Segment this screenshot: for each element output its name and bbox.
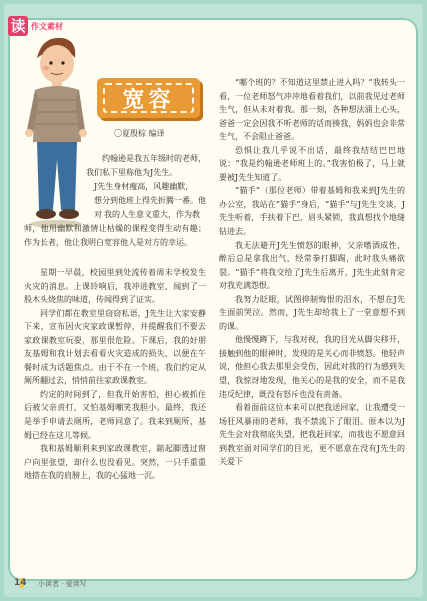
left-intro-line: 我的人生意义重大，作为教 xyxy=(104,210,200,219)
paragraph: 约定的时间到了，但我开始害怕，担心被抓住后被父亲责打，又怕基姆嘲笑我胆小。最终，我还是举手申请去厕所，老师同意了。我来到厕所，基姆已经在这儿等候。 xyxy=(24,389,206,440)
paragraph: 我和基姆顺利来到家政课教室，踮起脚透过窗户向里张望，却什么也没看见。突然，一只手重重地搭在我的肩膀上，我的心猛地一沉。 xyxy=(24,444,206,481)
left-intro-block: 师，他用幽默和激情让枯燥的课程变得生动有趣；作为长者，他让我明白宽容他人是对方的幸运。 xyxy=(24,224,206,247)
paragraph: 同学们都在教室里窃窃私语，J先生让大家安静下来，宣布因火灾家政课暂停，并提醒我们不要去家政课教室玩耍，那里很危险。下课后，我的好朋友基姆和我计划去看看火灾造成的损失，以便在午餐时成为话题焦点。由于不在一个班，我们约定从厕所翻过去，悄悄前往家政课教室。 xyxy=(24,308,206,386)
paragraph: 他慢慢蹲下，与我对视，我的目光从脚尖移开，接触到他的眼神时，发现的是关心而非愤怒。他轻声说，他担心我去那里会受伤，因此对我的行为感到失望，我惊讶地发现，他关心的是我的安全，而不是我违反纪律，既没有怒斥也没有责备。 xyxy=(219,335,405,399)
left-intro-line: 想分到他班上得先折腾一番。他对 xyxy=(94,196,206,219)
left-intro-line: J先生身材瘦高，风趣幽默， xyxy=(94,182,194,191)
paragraph: 我努力眨眼，试图抑制悔恨的泪水，不想在J先生面前哭泣。然而，J先生却给我上了一堂意想不到的课。 xyxy=(219,294,405,331)
page-title: 宽容 xyxy=(103,83,194,113)
boy-illustration xyxy=(17,30,95,230)
left-intro-line: 约翰逊是我五年级时的老师， xyxy=(102,154,206,163)
left-intro-line: 我们私下里称他为J先生。 xyxy=(86,168,178,177)
paragraph: 星期一早晨，校园里到处流传着周末学校发生火灾的消息。上课铃响后，我冲进教室，闻到了一股木头烧焦的味道，传闻得到了证实。 xyxy=(24,268,206,305)
paragraph: 我无法避开J先生愤怒的眼神，父亲嗜酒成性，醉后总是拿我出气，经常拳打脚踢，此时我头痛欲裂。“猫手”将我交给了J先生后离开，J先生此刻肯定对我充满怨恨。 xyxy=(219,240,405,291)
page-number: 14 xyxy=(14,578,27,588)
paragraph: 恐惧让我几乎说不出话，最终我结结巴巴地说：“我是约翰逊老师班上的。”我害怕极了，马上就要被J先生知道了。 xyxy=(219,145,405,182)
left-column-body xyxy=(24,266,206,483)
magazine-name: 小读者 · 爱读写 xyxy=(38,580,87,588)
author-byline: 〇夏殷棕 编译 xyxy=(114,129,165,138)
paragraph: “猫手”（那位老师）带着基姆和我来到J先生的办公室，我站在“猫手”身后，“猫手”与J先生交谈，J先生听着，手扶着下巴，眉头紧锁，我真想找个地缝钻进去。 xyxy=(219,186,405,237)
paragraph: 看着面前这位本来可以把我送回家，让我遭受一场狂风暴雨的老师，我不禁流下了眼泪。原本以为J先生会对我彻底失望，把我赶回家，而我也不愿意回到教室面对同学们的目光，更不愿意在没有J先生的关爱下 xyxy=(219,403,405,467)
paragraph: “哪个班的？不知道这里禁止进入吗？”我转头一看，一位老师怒气冲冲地看着我们，以前我见过老师生气，但从未对着我。那一刻，各种想法涌上心头，爸爸一定会因我不听老师的话而揍我，妈妈也会非常生气，不会阻止爸爸。 xyxy=(219,78,405,142)
read-badge-icon: 读 xyxy=(8,16,28,36)
section-label: 作文素材 xyxy=(31,22,63,31)
right-column-body xyxy=(219,76,405,469)
title-banner xyxy=(97,78,200,118)
